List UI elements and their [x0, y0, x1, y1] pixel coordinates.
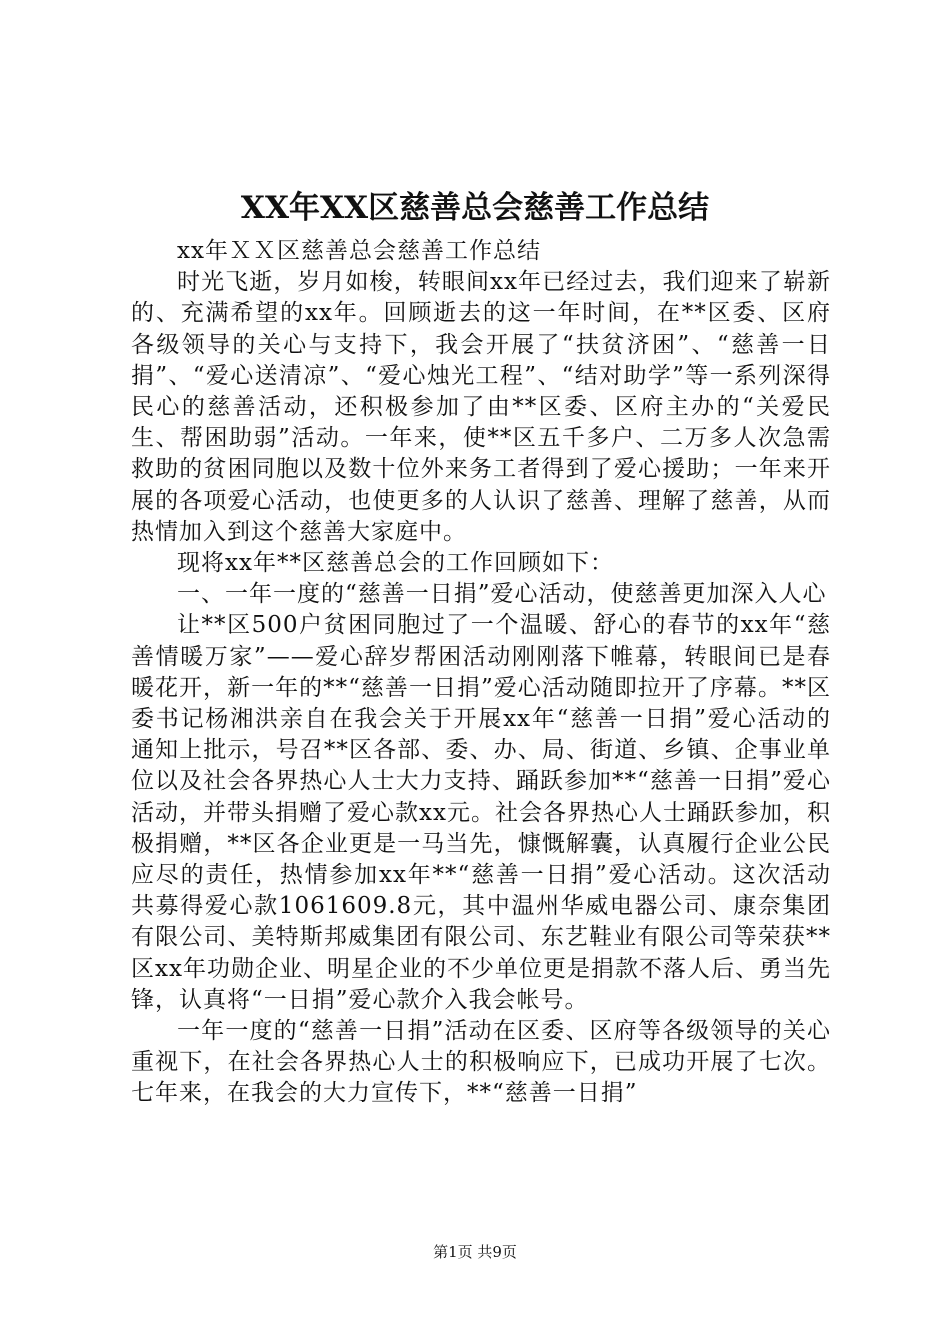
- paragraph: 一年一度的“慈善一日捐”活动在区委、区府等各级领导的关心重视下，在社会各界热心人士的积极响应下，已成功开展了七次。七年来，在我会的大力宣传下，**“慈善一日捐”: [131, 1018, 831, 1107]
- paragraph: 时光飞逝，岁月如梭，转眼间xx年已经过去，我们迎来了崭新的、充满希望的xx年。回顾逝去的这一年时间，在**区委、区府各级领导的关心与支持下，我会开展了“扶贫济困”、“慈善一日捐”、“爱心送清凉”、“爱心烛光工程”、“结对助学”等一系列深得民心的慈善活动，还积极参加了由**区委、区府主办的“关爱民生、帮困助弱”活动。一年来，使**区五千多户、二万多人次急需救助的贫困同胞以及数十位外来务工者得到了爱心援助；一年来开展的各项爱心活动，也使更多的人认识了慈善、理解了慈善，从而热情加入到这个慈善大家庭中。: [131, 269, 831, 545]
- section-heading: 一、一年一度的“慈善一日捐”爱心活动，使慈善更加深入人心: [177, 581, 827, 608]
- page-footer: 第1页 共9页: [433, 1243, 517, 1261]
- paragraph: 现将xx年**区慈善总会的工作回顾如下：: [177, 550, 614, 577]
- paragraph-subtitle: xx年ＸＸ区慈善总会慈善工作总结: [177, 238, 541, 264]
- document-title: XX年XX区慈善总会慈善工作总结: [240, 190, 710, 226]
- document-body: [131, 236, 831, 1110]
- paragraph: 让**区500户贫困同胞过了一个温暖、舒心的春节的xx年“慈善情暖万家”——爱心辞岁帮困活动刚刚落下帷幕，转眼间已是春暖花开，新一年的**“慈善一日捐”爱心活动随即拉开了序幕。**区委书记杨湘洪亲自在我会关于开展xx年“慈善一日捐”爱心活动的通知上批示，号召**区各部、委、办、局、街道、乡镇、企事业单位以及社会各界热心人士大力支持、踊跃参加**“慈善一日捐”爱心活动，并带头捐赠了爱心款xx元。社会各界热心人士踊跃参加，积极捐赠，**区各企业更是一马当先，慷慨解囊，认真履行企业公民应尽的责任，热情参加xx年**“慈善一日捐”爱心活动。这次活动共募得爱心款1061609.8元，其中温州华威电器公司、康奈集团有限公司、美特斯邦威集团有限公司、东艺鞋业有限公司等荣获**区xx年功勋企业、明星企业的不少单位更是捐款不落人后、勇当先锋，认真将“一日捐”爱心款介入我会帐号。: [131, 612, 831, 1013]
